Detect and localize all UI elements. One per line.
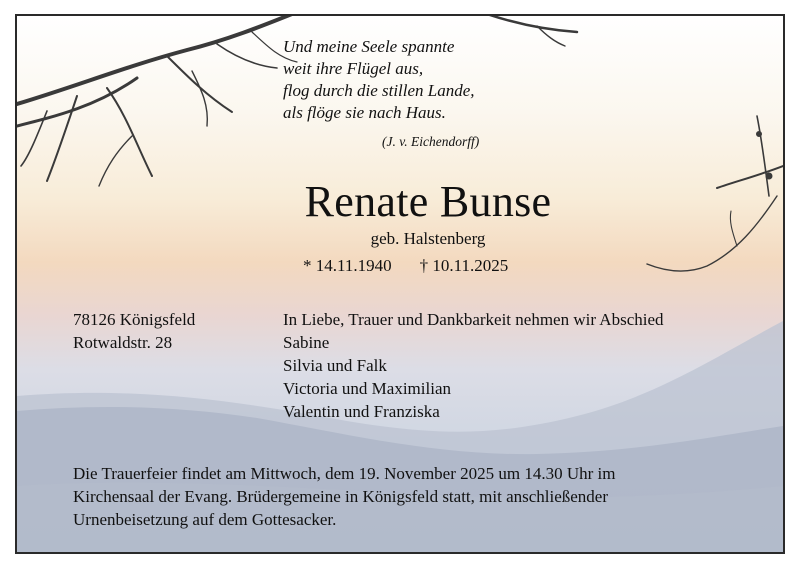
- mourner-name: Victoria und Maximilian: [283, 379, 451, 398]
- address-street: Rotwaldstr. 28: [73, 333, 173, 352]
- life-dates: [303, 256, 508, 276]
- service-line: Die Trauerfeier findet am Mittwoch, dem 19. November 2025 um 14.30 Uhr im: [73, 464, 616, 483]
- obituary-card: [15, 14, 785, 554]
- address-city: 78126 Königsfeld: [73, 310, 196, 329]
- mourners: [283, 308, 664, 423]
- poem-author: (J. v. Eichendorff): [382, 134, 480, 149]
- address: [73, 308, 195, 354]
- poem-line: Und meine Seele spannte: [283, 37, 455, 56]
- deceased-name: Renate Bunse: [304, 177, 552, 226]
- birth-date: * 14.11.1940: [303, 256, 392, 275]
- mourner-name: Valentin und Franziska: [283, 402, 440, 421]
- branch-top-left: [17, 16, 297, 186]
- service-line: Kirchensaal der Evang. Brüdergemeine in Königsfeld statt, mit anschließender: [73, 487, 609, 506]
- poem-line: als flöge sie nach Haus.: [283, 103, 446, 122]
- mourners-intro: In Liebe, Trauer und Dankbarkeit nehmen wir Abschied: [283, 310, 664, 329]
- mourner-name: Silvia und Falk: [283, 356, 387, 375]
- mourner-name: Sabine: [283, 333, 330, 352]
- funeral-service-notice: [73, 462, 763, 531]
- poem-line: flog durch die stillen Lande,: [283, 81, 475, 100]
- poem: [283, 36, 603, 124]
- death-date: † 10.11.2025: [419, 256, 509, 275]
- service-line: Urnenbeisetzung auf dem Gottesacker.: [73, 510, 337, 529]
- poem-line: weit ihre Flügel aus,: [283, 59, 424, 78]
- birth-name: geb. Halstenberg: [370, 229, 486, 248]
